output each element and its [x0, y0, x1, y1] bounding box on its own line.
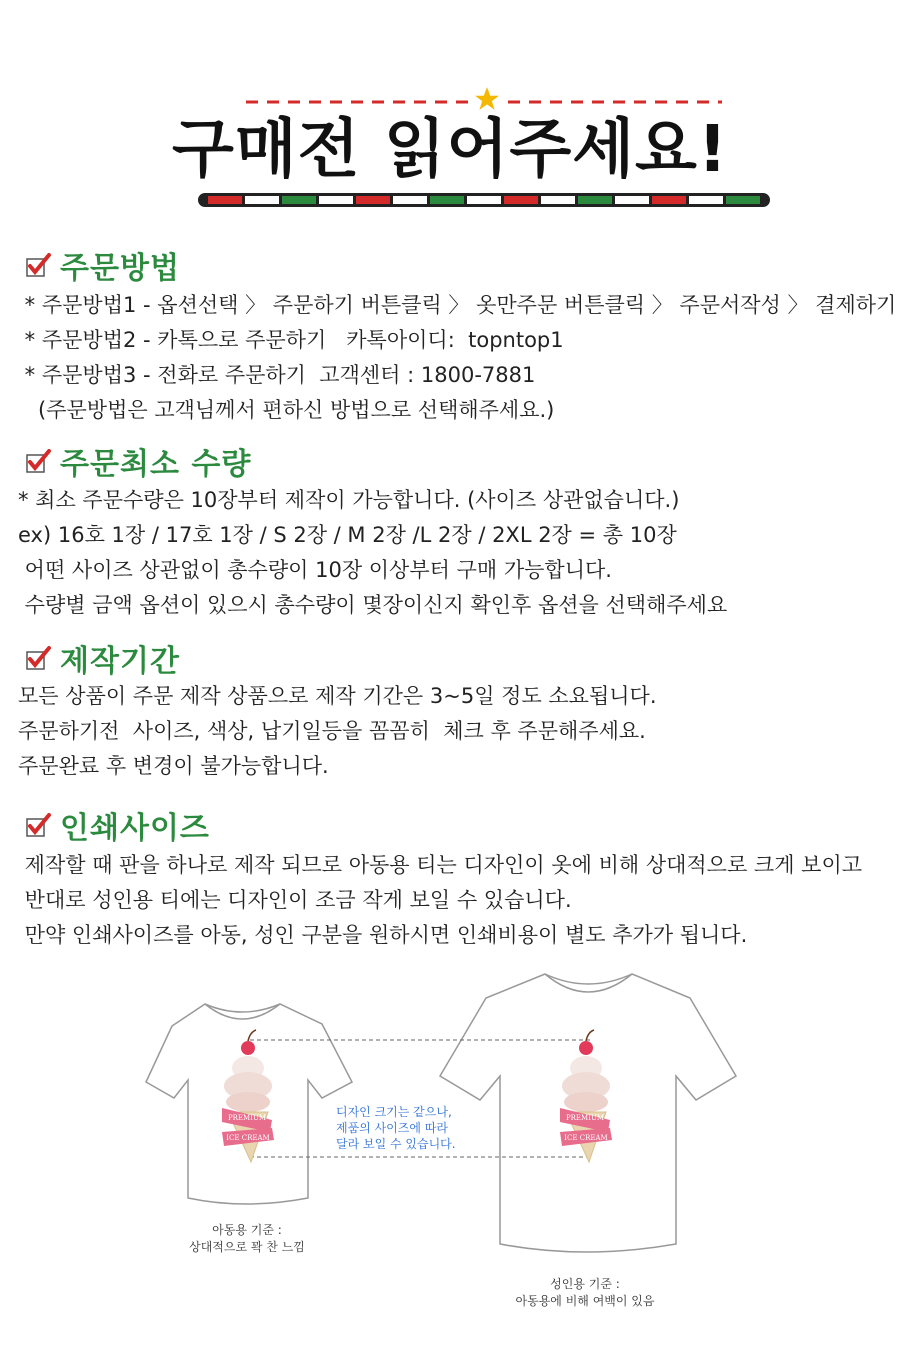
adult-caption — [500, 1276, 670, 1310]
logo-text: ICE CREAM — [226, 1134, 270, 1142]
stripe-segment — [430, 196, 464, 204]
stripe-segment — [652, 196, 686, 204]
text-line: 수량별 금액 옵션이 있으시 총수량이 몇장이신지 확인후 옵션을 선택해주세요 — [18, 593, 728, 617]
size-note — [336, 1104, 456, 1152]
section-body-order-method — [18, 288, 897, 428]
section-body-production-period — [18, 679, 878, 784]
checkmark-icon — [24, 447, 52, 475]
text-line: 반대로 성인용 티에는 디자인이 조금 작게 보일 수 있습니다. — [18, 888, 572, 912]
stripe-segment — [282, 196, 316, 204]
caption-line: 성인용 기준 : — [550, 1277, 620, 1291]
striped-underline — [198, 193, 770, 207]
page-header — [0, 0, 900, 220]
stripe-segment — [208, 196, 242, 204]
stripe-segment — [541, 196, 575, 204]
logo-text: PREMIUM — [227, 1114, 267, 1122]
logo-text: ICE CREAM — [564, 1134, 608, 1142]
stripe-segment — [578, 196, 612, 204]
text-line: 제작할 때 판을 하나로 제작 되므로 아동용 티는 디자인이 옷에 비해 상대적으로 크게 보이고 — [18, 853, 863, 877]
page-title: 구매전 읽어주세요! — [171, 113, 729, 187]
section-title-production-period — [24, 640, 180, 679]
checkmark-icon — [24, 251, 52, 279]
section-label: 인쇄사이즈 — [60, 811, 210, 846]
stripe-segment — [319, 196, 353, 204]
stripe-segment — [726, 196, 760, 204]
logo-text: PREMIUM — [565, 1114, 605, 1122]
text-line: 어떤 사이즈 상관없이 총수량이 10장 이상부터 구매 가능합니다. — [18, 558, 612, 582]
stripe-segment — [245, 196, 279, 204]
note-line: 디자인 크기는 같으나, — [336, 1105, 452, 1119]
section-body-min-quantity — [18, 483, 878, 623]
text-line: 만약 인쇄사이즈를 아동, 성인 구분을 원하시면 인쇄비용이 별도 추가가 됩니다. — [18, 923, 748, 947]
caption-line: 상대적으로 꽉 찬 느낌 — [189, 1240, 305, 1254]
caption-line: 아동용에 비해 여백이 있음 — [515, 1294, 655, 1308]
section-title-order-method — [24, 247, 180, 286]
section-label: 주문방법 — [60, 251, 180, 286]
section-body-print-size — [18, 848, 878, 953]
checkmark-icon — [24, 644, 52, 672]
stripe-segment — [467, 196, 501, 204]
stripe-segment — [504, 196, 538, 204]
text-line: * 주문방법2 - 카톡으로 주문하기 카톡아이디: topntop1 — [18, 328, 564, 352]
text-line: (주문방법은 고객님께서 편하신 방법으로 선택해주세요.) — [18, 398, 555, 422]
text-line: * 최소 주문수량은 10장부터 제작이 가능합니다. (사이즈 상관없습니다.) — [18, 488, 680, 512]
section-title-min-quantity — [24, 443, 252, 482]
stripe-segment — [393, 196, 427, 204]
text-line: 주문완료 후 변경이 불가능합니다. — [18, 754, 329, 778]
stripe-segment — [615, 196, 649, 204]
note-line: 제품의 사이즈에 따라 — [336, 1121, 448, 1135]
text-line: * 주문방법1 - 옵션선택 〉 주문하기 버튼클릭 〉 옷만주문 버튼클릭 〉 주문서작성 〉 결제하기 — [18, 293, 897, 317]
size-comparison-illustration — [0, 960, 900, 1346]
section-label: 제작기간 — [60, 644, 180, 679]
checkmark-icon — [24, 811, 52, 839]
text-line: ex) 16호 1장 / 17호 1장 / S 2장 / M 2장 /L 2장 / 2XL 2장 = 총 10장 — [18, 523, 677, 547]
text-line: 모든 상품이 주문 제작 상품으로 제작 기간은 3~5일 정도 소요됩니다. — [18, 684, 657, 708]
stripe-segment — [689, 196, 723, 204]
kids-caption — [172, 1222, 322, 1256]
note-line: 달라 보일 수 있습니다. — [336, 1137, 456, 1151]
section-label: 주문최소 수량 — [60, 447, 252, 482]
tshirt-comparison-graphic — [0, 960, 900, 1346]
text-line: * 주문방법3 - 전화로 주문하기 고객센터 : 1800-7881 — [18, 363, 536, 387]
stripe-segment — [356, 196, 390, 204]
caption-line: 아동용 기준 : — [212, 1223, 282, 1237]
section-title-print-size — [24, 807, 210, 846]
text-line: 주문하기전 사이즈, 색상, 납기일등을 꼼꼼히 체크 후 주문해주세요. — [18, 719, 646, 743]
